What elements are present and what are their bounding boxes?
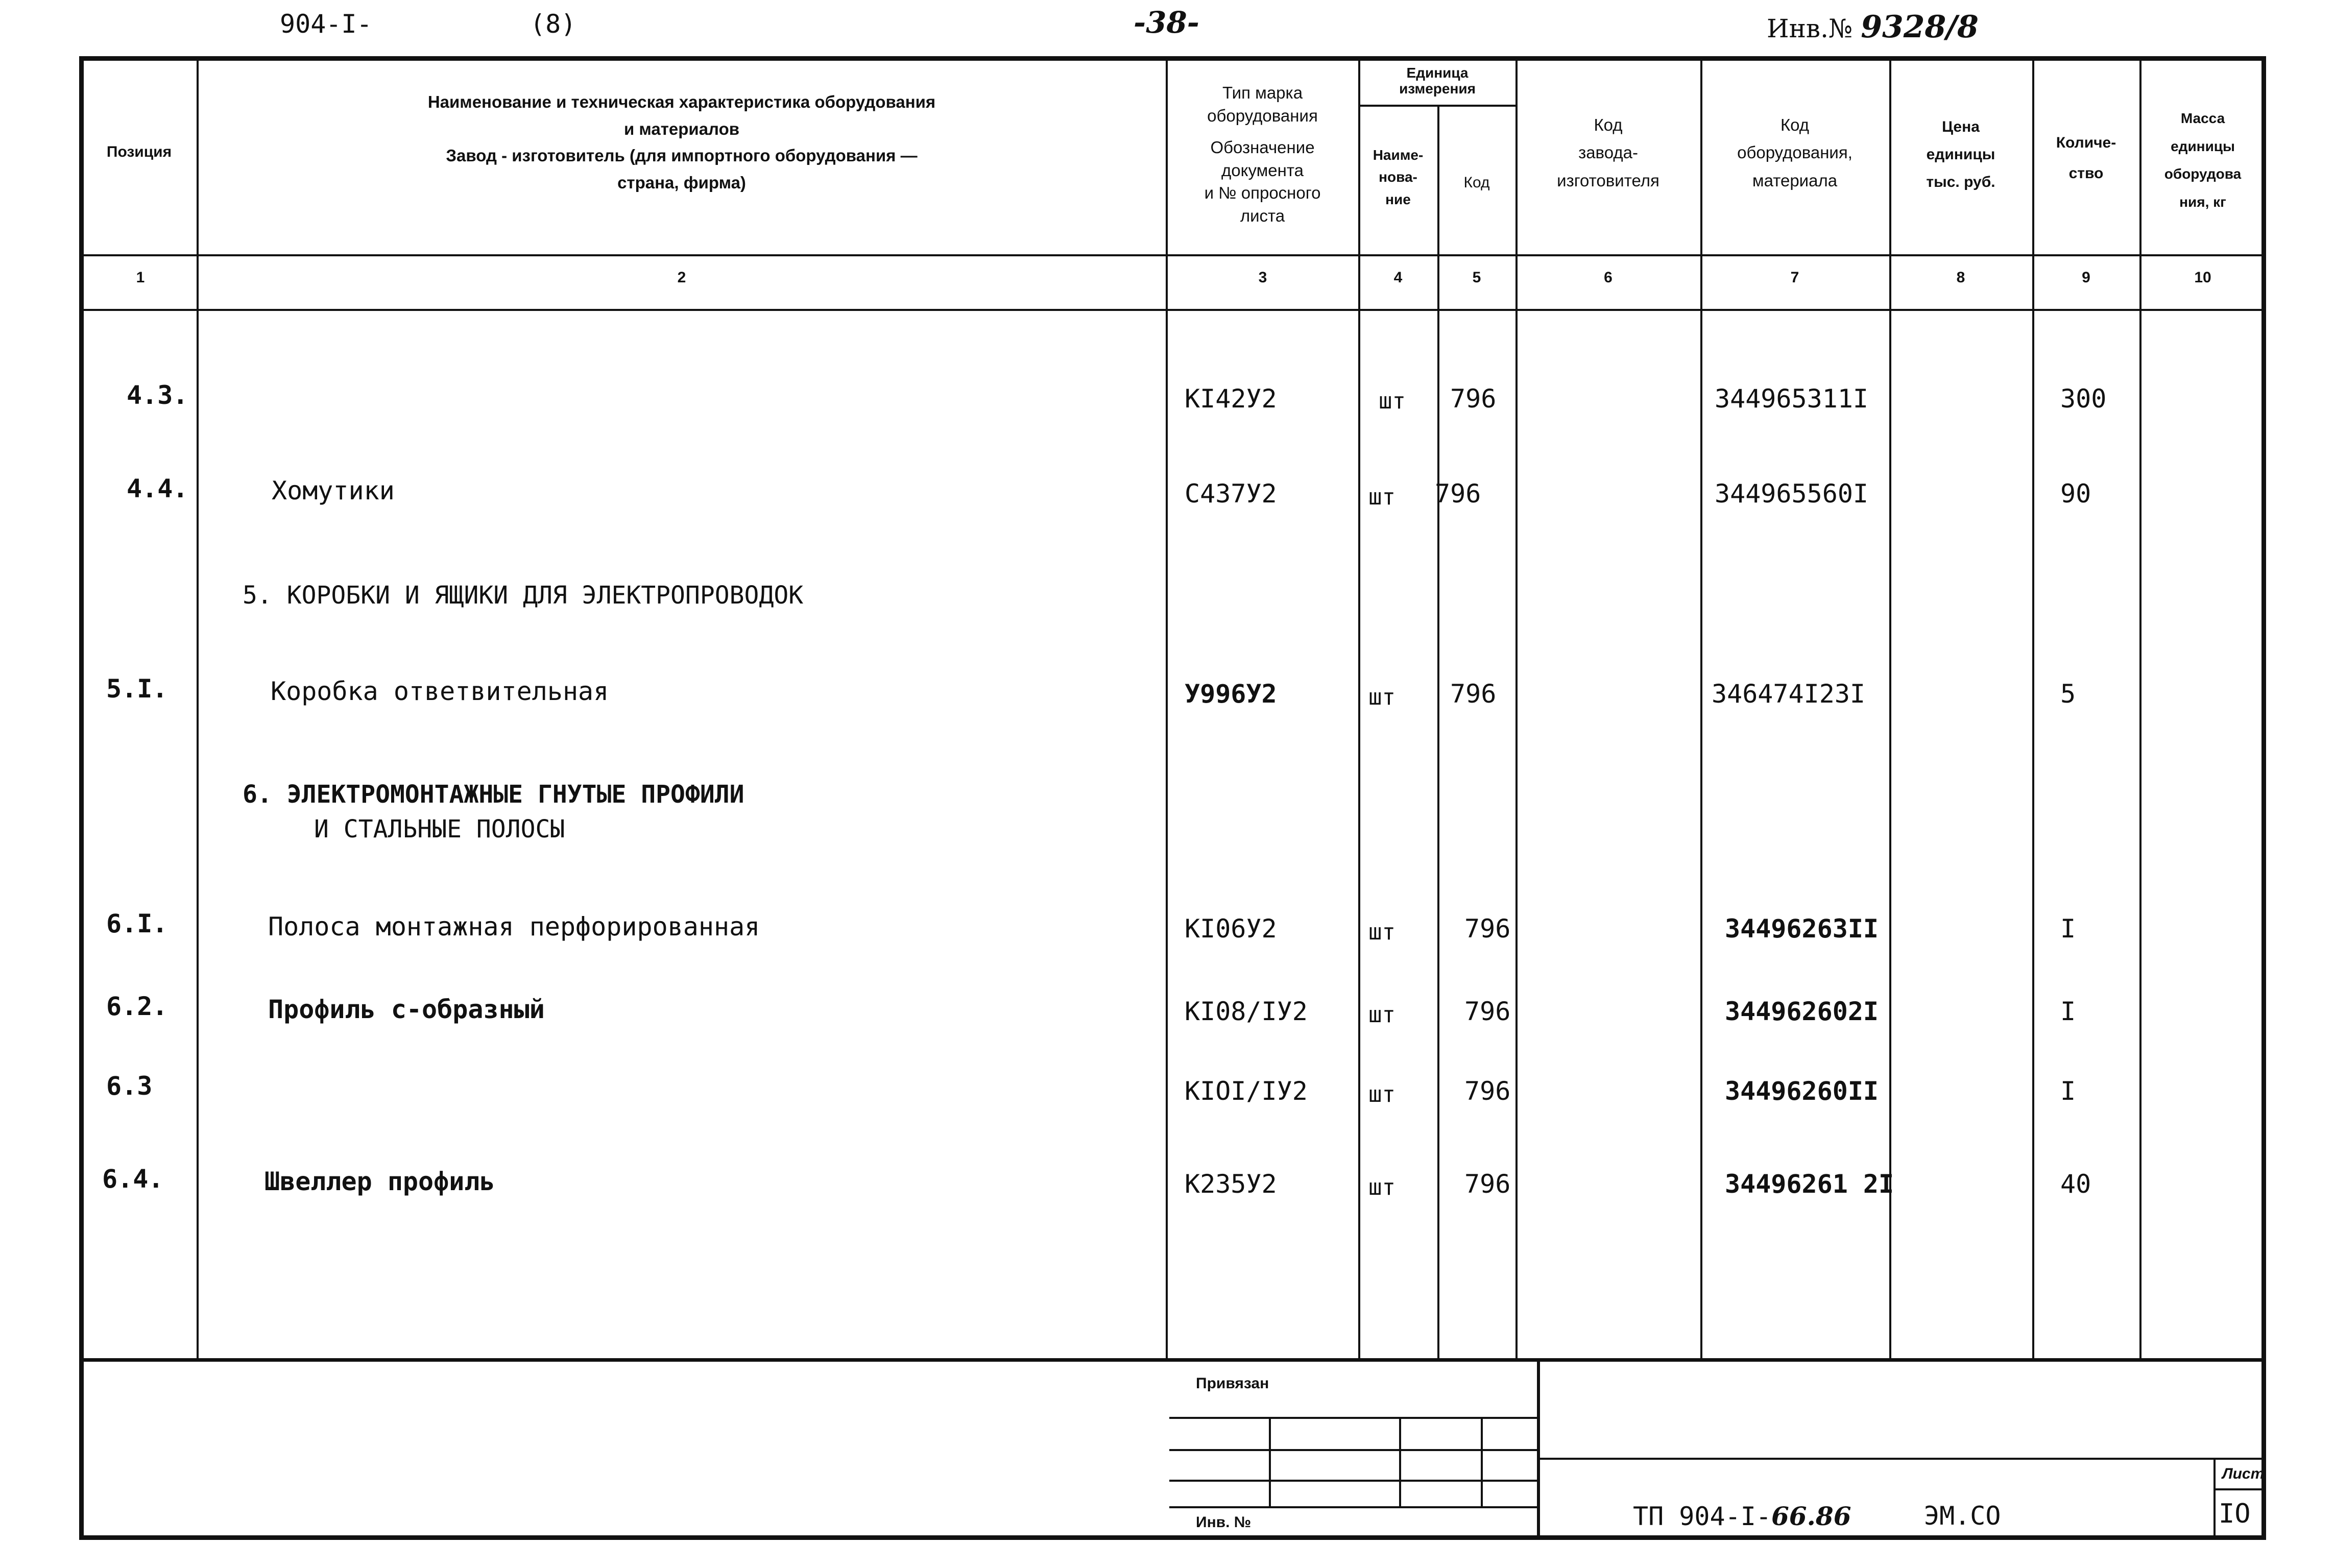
row-4-4-code: 796 — [1435, 479, 1481, 509]
header-name-line3: Завод - изготовитель (для импортного оборудования — — [446, 146, 918, 165]
stamp-title-line — [1539, 1458, 2265, 1460]
stamp-inv-no: Инв. № — [1196, 1514, 1252, 1531]
row-6-1-unit: шт — [1368, 919, 1395, 945]
stamp-grid-line-4 — [1169, 1506, 1537, 1508]
header-quantity-line2: ство — [2068, 165, 2104, 182]
section-5-title: 5. КОРОБКИ И ЯЩИКИ ДЛЯ ЭЛЕКТРОПРОВОДОК — [243, 581, 804, 610]
stamp-privyazan: Привязан — [1196, 1375, 1269, 1392]
row-6-4-type: К235У2 — [1185, 1169, 1277, 1199]
header-factory-code-line1: Код — [1594, 115, 1623, 134]
row-6-1-position: 6.I. — [106, 909, 168, 938]
row-6-2-type: КI08/IУ2 — [1185, 997, 1308, 1026]
stamp-grid-vline-3 — [1481, 1417, 1483, 1506]
row-4-3-position: 4.3. — [127, 380, 188, 410]
row-5-1-type: У996У2 — [1185, 679, 1277, 709]
row-6-1-quantity: I — [2060, 914, 2076, 944]
col-number-2: 2 — [677, 269, 686, 286]
col-number-9: 9 — [2082, 269, 2090, 286]
header-equipment-code-line2: оборудования, — [1737, 143, 1852, 162]
row-4-3-equipment-code: 344965311I — [1715, 384, 1869, 414]
inventory-number: 9328/8 — [1861, 9, 1979, 45]
row-4-3-quantity: 300 — [2060, 384, 2107, 414]
row-6-3-position: 6.3 — [106, 1071, 153, 1101]
stamp-top-line — [82, 1358, 2265, 1362]
header-factory-code — [1518, 111, 1699, 195]
header-equipment-code — [1702, 111, 1887, 195]
header-price — [1891, 113, 2030, 196]
header-price-line1: Цена — [1942, 118, 1980, 135]
row-6-1-equipment-code: 34496263II — [1725, 914, 1879, 944]
stamp-grid-vline-1 — [1269, 1417, 1271, 1506]
row-6-2-unit: шт — [1368, 1002, 1395, 1028]
header-type-line3: Обозначение — [1210, 138, 1315, 157]
unit-header-line — [1358, 105, 1515, 107]
header-unit-line1: Единица — [1406, 65, 1469, 81]
header-factory-code-line2: завода- — [1578, 143, 1638, 162]
row-6-3-type: КIОI/IУ2 — [1185, 1076, 1308, 1106]
header-mass-line1: Масса — [2180, 110, 2225, 126]
header-price-line2: единицы — [1926, 146, 1995, 163]
row-6-1-type: КI06У2 — [1185, 914, 1277, 944]
sheet-box-left — [2213, 1458, 2216, 1537]
row-5-1-quantity: 5 — [2060, 679, 2076, 709]
row-6-2-quantity: I — [2060, 997, 2076, 1026]
row-4-4-quantity: 90 — [2060, 479, 2091, 509]
col-number-1: 1 — [136, 269, 145, 286]
row-6-3-quantity: I — [2060, 1076, 2076, 1106]
series-paren: (8) — [530, 9, 576, 39]
row-6-4-unit: шт — [1368, 1174, 1395, 1200]
row-6-2-name: Профиль с-образный — [268, 995, 545, 1024]
row-6-4-equipment-code: 34496261 2I — [1725, 1169, 1894, 1199]
row-5-1-equipment-code: 346474I23I — [1712, 679, 1866, 709]
inventory-label-text: Инв.№ — [1767, 14, 1853, 43]
row-4-3-unit: шт — [1379, 388, 1406, 414]
page-number: -38- — [1134, 5, 1199, 40]
header-quantity — [2034, 128, 2138, 189]
header-unit-code: Код — [1463, 174, 1490, 191]
col-number-5: 5 — [1472, 269, 1481, 286]
doc-suffix: ЭМ.СО — [1924, 1501, 2001, 1531]
header-name-line1: Наименование и техническая характеристика оборудования — [427, 92, 936, 111]
header-type-line6: листа — [1240, 206, 1285, 225]
header-unit — [1361, 65, 1514, 97]
row-6-1-name: Полоса монтажная перфорированная — [268, 912, 760, 942]
stamp-divider — [1537, 1361, 1540, 1537]
header-quantity-line1: Количе- — [2056, 134, 2116, 151]
header-name-line2: и материалов — [623, 119, 740, 138]
section-6-title-line2: И СТАЛЬНЫЕ ПОЛОСЫ — [314, 815, 565, 843]
row-6-4-name: Швеллер профиль — [264, 1167, 495, 1196]
doc-code-prefix: ТП 904-I- — [1633, 1502, 1771, 1531]
header-type-line2: оборудования — [1207, 106, 1318, 125]
row-4-3-type: КI42У2 — [1185, 384, 1277, 414]
doc-code-number: 66.86 — [1771, 1501, 1851, 1531]
row-6-2-code: 796 — [1464, 997, 1511, 1026]
header-name-line4: страна, фирма) — [617, 173, 746, 192]
section-6-title-line1: 6. ЭЛЕКТРОМОНТАЖНЫЕ ГНУТЫЕ ПРОФИЛИ — [243, 780, 744, 809]
header-unit-name-line3: ние — [1385, 191, 1411, 207]
row-6-3-code: 796 — [1464, 1076, 1511, 1106]
col-number-10: 10 — [2194, 269, 2211, 286]
sheet-number: IO — [2219, 1499, 2251, 1529]
row-4-4-name: Хомутики — [272, 476, 395, 505]
header-mass-line2: единицы — [2171, 138, 2235, 154]
col-number-3: 3 — [1258, 269, 1267, 286]
row-6-2-position: 6.2. — [106, 992, 168, 1021]
row-4-4-position: 4.4. — [127, 474, 188, 503]
series-code: 904-I- — [280, 9, 372, 39]
header-position: Позиция — [106, 143, 172, 160]
header-bottom-line — [82, 254, 2265, 256]
row-6-4-quantity: 40 — [2060, 1169, 2091, 1199]
row-5-1-unit: шт — [1368, 684, 1395, 710]
row-6-4-position: 6.4. — [102, 1164, 164, 1194]
row-4-4-unit: шт — [1368, 484, 1395, 510]
header-factory-code-line3: изготовителя — [1557, 171, 1659, 190]
row-6-3-equipment-code: 34496260II — [1725, 1076, 1879, 1106]
colnum-bottom-line — [82, 309, 2265, 311]
header-equipment-code-line3: материала — [1752, 171, 1838, 190]
row-6-2-equipment-code: 344962602I — [1725, 997, 1879, 1026]
header-unit-name — [1360, 144, 1436, 210]
row-6-1-code: 796 — [1464, 914, 1511, 944]
col-number-6: 6 — [1604, 269, 1613, 286]
col-number-8: 8 — [1956, 269, 1965, 286]
sheet-label: Лист — [2222, 1465, 2265, 1482]
header-name — [202, 91, 1162, 194]
stamp-grid-vline-2 — [1399, 1417, 1401, 1506]
inventory-label — [1767, 9, 1979, 45]
header-unit-name-line2: нова- — [1379, 169, 1417, 185]
row-5-1-name: Коробка ответвительная — [271, 677, 609, 706]
col-sep-4 — [1437, 105, 1439, 1361]
row-4-3-code: 796 — [1450, 384, 1497, 414]
header-type — [1169, 82, 1356, 227]
sheet-box-divider — [2213, 1488, 2265, 1490]
header-equipment-code-line1: Код — [1780, 115, 1810, 134]
header-type-line5: и № опросного — [1204, 183, 1321, 203]
row-6-3-unit: шт — [1368, 1081, 1395, 1107]
header-type-line1: Тип марка — [1222, 83, 1303, 102]
header-type-line4: документа — [1221, 160, 1304, 180]
header-mass-line4: ния, кг — [2179, 194, 2226, 210]
row-5-1-position: 5.I. — [106, 674, 168, 704]
row-5-1-code: 796 — [1450, 679, 1497, 709]
header-price-line3: тыс. руб. — [1926, 174, 1995, 190]
header-unit-line2: измерения — [1399, 80, 1476, 97]
header-mass-line3: оборудова — [2164, 166, 2242, 182]
col-number-4: 4 — [1393, 269, 1403, 286]
header-unit-name-line1: Наиме- — [1373, 147, 1424, 163]
row-4-4-equipment-code: 344965560I — [1715, 479, 1869, 509]
header-mass — [2141, 105, 2264, 216]
row-4-4-type: С437У2 — [1185, 479, 1277, 509]
row-6-4-code: 796 — [1464, 1169, 1511, 1199]
col-number-7: 7 — [1790, 269, 1799, 286]
doc-code — [1633, 1501, 1851, 1531]
